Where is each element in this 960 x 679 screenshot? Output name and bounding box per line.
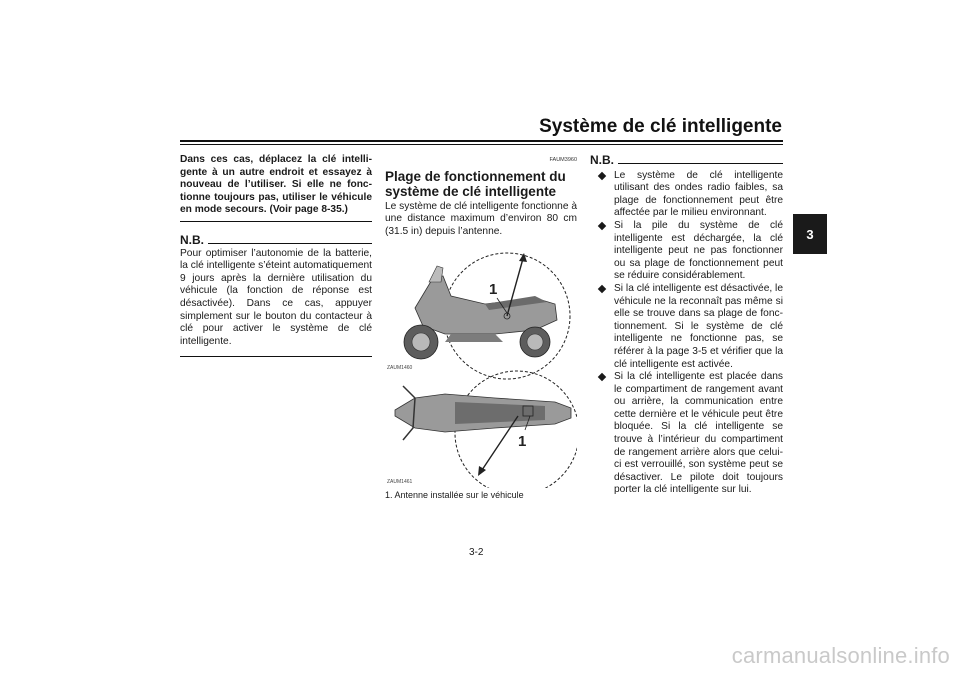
note-header-right [590,154,783,167]
watermark-text: carmanualsonline.info [731,643,950,668]
list-item: Si la clé intelligente est placée dans le compartiment de rangement avant ou arrière, la communication entre cette dernière et le véhicule peut être bloquée. Si la clé intelligente se trouve à l’intérieur du compartiment de rangement arrière alors que celui-ci est verrouillé, son système peut se désactiver. Le pilote doit toujours porter la clé intelligente sur lui. [590,371,783,497]
note-header [180,234,372,247]
figure-code-1: ZAUM1460 [387,365,413,372]
note-end-rule [180,356,372,357]
callout-number-1-top: 1 [518,433,527,451]
note-text: Pour optimiser l’autonomie de la batterie, la clé intelligente s’éteint automatiquement 9 jours après la dernière utilisation du véhicule (la fonction de réponse est désactivée). Dans ce cas, appuyer simplement sur le bouton du contacteur à clé pour activer le système de clé intelligente. [180,247,372,347]
header-rule [180,140,783,142]
scooter-top-view [387,371,577,488]
page-number: 3-2 [469,547,484,558]
note-label-right: N.B. [590,153,614,167]
page-header-title: Système de clé intelligente [539,116,782,137]
chapter-tab: 3 [793,214,827,254]
figure-code-2: ZAUM1461 [387,479,413,486]
column-left [180,154,372,357]
scooter-range-illustration [385,238,577,488]
note-label: N.B. [180,232,204,247]
note-bullet-list [590,170,783,497]
list-item: Si la pile du système de clé intelligente est déchargée, la clé intelligente peut ne pas fonctionner ou sa plage de fonctionnement peut se réduire considérablement. [590,220,783,283]
figure-caption: 1. Antenne installée sur le véhicule [385,490,524,501]
section-code: FAUM3960 [549,157,577,163]
section-paragraph: Le système de clé intelligente fonctionne à une distance maximum d’environ 80 cm (31.5 in) depuis l’antenne. [385,200,577,237]
callout-number-1: 1 [489,281,498,299]
warning-text: Dans ces cas, déplacez la clé intelligente à un autre endroit et essayez à nouveau de l’utiliser. Si elle ne fonctionne toujours pas, utiliser le véhicule en mode secours. (Voir page 8-35.) [180,154,372,216]
header-rule-thin [180,144,783,145]
scooter-side-view [387,253,570,379]
list-item: Si la clé intelligente est désactivée, le véhicule ne la reconnaît pas même si elle se trouve dans sa plage de fonctionnement. Si le système de clé intelligente ne fonctionne pas, se référer à la page 3-5 et vérifier que la clé intelligente est activée. [590,283,783,371]
section-title: Plage de fonctionnement du système de clé intelligente [385,168,566,199]
list-item: Le système de clé intelligente utilisant des ondes radio faibles, sa plage de fonctionnement peut être affectée par le milieu environnant. [590,170,783,220]
column-middle [385,154,577,502]
warning-end-rule [180,221,372,222]
column-right [590,154,783,497]
